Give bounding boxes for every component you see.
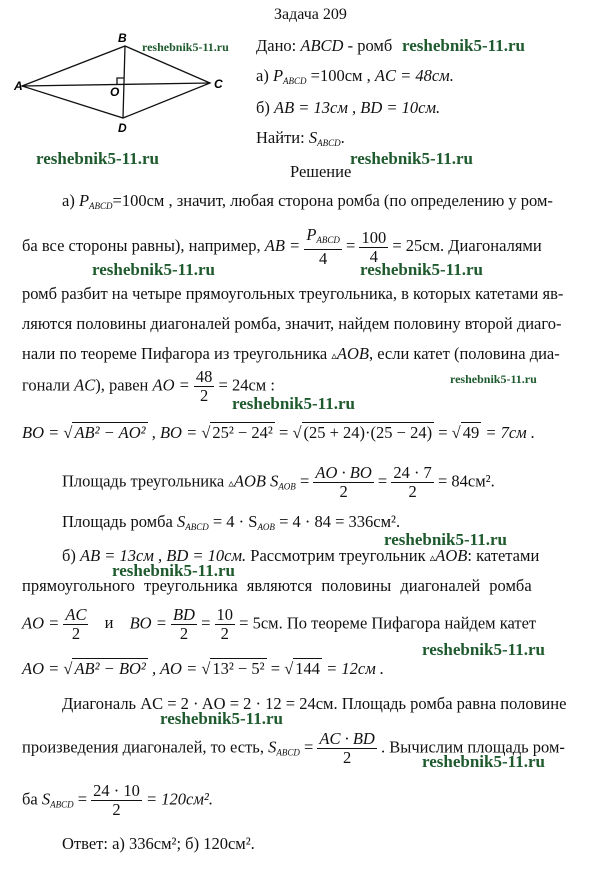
find-sub: ABCD — [317, 138, 341, 148]
vertex-a-label: A — [14, 79, 23, 93]
bo-2-rad: 25² − 24² — [212, 423, 273, 442]
sol-a-perimeter-sub: ABCD — [89, 201, 113, 211]
sol-a-label: а) — [62, 191, 75, 210]
fraction-ao-bo — [313, 464, 373, 501]
watermark: reshebnik5-11.ru — [142, 40, 229, 54]
sol-a-line5-end: , если катет (половина диа- — [368, 344, 560, 363]
answer-line: Ответ: а) 336см²; б) 120см². — [62, 834, 255, 853]
fraction-10-2 — [215, 606, 236, 643]
bo-2: , BO = — [151, 423, 198, 442]
given-shape: ABCD — [300, 36, 344, 55]
frac10-num: 24 · 10 — [93, 781, 140, 800]
frac2-num: 100 — [361, 227, 387, 247]
frac6-den: 2 — [71, 624, 81, 643]
sol-a-line4: ляются половины диагоналей ромба, значит, найдем половину второй диаго- — [22, 314, 562, 333]
vertex-d-label: D — [118, 121, 127, 135]
vertex-b-label: B — [118, 31, 127, 45]
sol-a-tri-area — [62, 464, 495, 501]
frac2-den: 4 — [369, 246, 378, 266]
watermark: reshebnik5-11.ru — [402, 36, 525, 55]
frac5-den: 2 — [408, 482, 417, 501]
sol-a-rhomb-area — [62, 512, 400, 532]
rhomb-area-s: S — [176, 512, 186, 531]
sqrt-sign: √ — [201, 423, 211, 442]
triangle-symbol: ▵ — [228, 477, 234, 490]
sol-b-label: б) — [62, 546, 76, 565]
frac9-den: 2 — [343, 748, 352, 767]
b4-ao1: AO = — [22, 659, 60, 678]
fraction-48-over-2 — [194, 368, 215, 405]
bo-3: = — [279, 423, 289, 442]
bo-5: = 7см . — [485, 423, 535, 442]
rhomb-area-sub2: AOB — [257, 522, 275, 532]
frac3-den: 2 — [200, 386, 209, 405]
frac3-num: 48 — [195, 367, 213, 386]
frac8-den: 2 — [220, 624, 229, 643]
given-line — [256, 36, 392, 56]
given-b-line — [256, 98, 440, 118]
center-o-label: O — [110, 85, 120, 99]
b7-eq: = — [77, 789, 88, 809]
rhomb-area-rhs: = 4 · S — [212, 512, 258, 531]
frac-num-sub: ABCD — [316, 235, 340, 245]
sqrt-sign: √ — [292, 423, 302, 442]
b6-start: произведения диагоналей, то есть, — [22, 737, 264, 757]
frac9-num: AC · BD — [319, 729, 375, 748]
b7-end: = 120см². — [146, 789, 213, 809]
triangle-symbol: ▵ — [429, 552, 436, 564]
watermark: reshebnik5-11.ru — [160, 709, 283, 728]
rhomb-area-end: = 4 · 84 = 336см². — [279, 512, 401, 531]
vertex-c-label: C — [214, 77, 223, 91]
sol-a-line6-end: = 24см : — [218, 375, 275, 395]
b4-ao2: , AO = — [152, 659, 198, 678]
sol-a-line5 — [22, 344, 560, 364]
bo-1-rad: AB² − AO² — [74, 423, 146, 442]
bo-3-rad: (25 + 24)·(25 − 24) — [303, 423, 433, 442]
sol-b-vals: AB = 13см , BD = 10см. — [80, 546, 247, 565]
sol-b-line5: Диагональ AC = 2 · AO = 2 · 12 = 24см. Площадь ромба равна половине — [62, 694, 567, 713]
tri-area-tri: AOB — [233, 471, 266, 491]
sol-b-line3 — [22, 606, 536, 643]
sol-a-line2-end: = 25см. Диагоналями — [392, 235, 542, 255]
frac5-num: 24 · 7 — [393, 463, 432, 482]
given-label: Дано: — [256, 36, 297, 55]
sol-a-bo-line — [22, 422, 535, 443]
sqrt-sign: √ — [63, 659, 73, 678]
b4-end: = 12см . — [326, 659, 384, 678]
watermark: reshebnik5-11.ru — [422, 640, 545, 659]
b4-rad3: 144 — [295, 659, 320, 678]
watermark: reshebnik5-11.ru — [360, 260, 483, 279]
given-shape-desc: - ромб — [347, 36, 393, 55]
rhombus-outline — [22, 46, 210, 118]
given-a-ac: AC = 48см. — [374, 66, 454, 85]
sol-a-line2-start: ба все стороны равны), например, — [22, 235, 261, 255]
given-b-label: б) — [256, 98, 270, 117]
given-a-line — [256, 66, 454, 86]
b6-s: S — [268, 737, 277, 757]
frac4-num: AO · BO — [315, 463, 372, 482]
tri-area-end: = 84см². — [437, 471, 495, 491]
b7-start: ба — [22, 789, 38, 809]
frac7-num: BD — [172, 605, 195, 624]
sqrt-sign: √ — [284, 659, 294, 678]
sol-a-line6-ao: AO = — [152, 375, 190, 395]
find-end: . — [340, 128, 345, 147]
sol-a-line5-start: нали по теореме Пифагора из треугольника — [22, 344, 328, 363]
rhomb-area-label: Площадь ромба — [62, 512, 173, 531]
sol-a-perimeter: P — [78, 191, 90, 210]
sol-a-line6-ac: AC — [74, 375, 96, 395]
frac-den: 4 — [318, 249, 328, 268]
sqrt-sign: √ — [63, 423, 73, 442]
sqrt-sign: √ — [451, 423, 461, 442]
sol-b-line1-end: : катетами — [467, 546, 540, 565]
frac8-num: 10 — [216, 605, 234, 624]
fraction-p-over-4 — [304, 226, 342, 268]
given-a-perimeter-rhs: =100см , — [310, 66, 371, 85]
find-line — [256, 128, 345, 148]
bo-4-rad: 49 — [462, 423, 480, 442]
watermark: reshebnik5-11.ru — [112, 561, 235, 580]
bo-1: BO = — [22, 423, 60, 442]
tri-area-sub: AOB — [278, 481, 296, 492]
solution-heading: Решение — [290, 162, 352, 181]
sol-a-line6-start: гонали — [22, 375, 70, 395]
b3-end: = 5см. По теореме Пифагора найдем катет — [239, 613, 537, 633]
b4-eq: = — [270, 659, 281, 678]
watermark: reshebnik5-11.ru — [92, 260, 215, 279]
frac-num: P — [306, 225, 317, 244]
watermark: reshebnik5-11.ru — [350, 149, 473, 168]
sqrt-sign: √ — [201, 659, 211, 678]
sol-a-ab: AB = — [264, 235, 301, 255]
watermark: reshebnik5-11.ru — [36, 149, 159, 168]
sol-a-line5-tri: AOB — [336, 344, 369, 363]
fraction-24-10 — [91, 782, 142, 819]
given-b-ab: AB = 13см , — [274, 98, 357, 117]
watermark: reshebnik5-11.ru — [232, 394, 355, 413]
given-a-label: а) — [256, 66, 269, 85]
sol-a-line1 — [62, 191, 553, 211]
given-a-perimeter-sub: ABCD — [283, 76, 307, 86]
b3-ao: AO = — [22, 613, 60, 633]
rhomb-area-sub: ABCD — [185, 522, 209, 532]
frac6-num: AC — [65, 605, 87, 624]
triangle-symbol: ▵ — [331, 350, 337, 362]
frac7-den: 2 — [179, 624, 189, 643]
b6-sub: ABCD — [276, 747, 300, 758]
sol-a-line3: ромб разбит на четыре прямоугольных треугольника, в которых катетами яв- — [22, 284, 564, 303]
b6-end: . Вычислим площадь ром- — [380, 737, 565, 757]
find-s: S — [308, 128, 318, 147]
page-title: Задача 209 — [274, 6, 347, 23]
sol-a-line1-text: =100см , значит, любая сторона ромба (по определению у ром- — [112, 191, 553, 210]
b6-eq: = — [303, 737, 314, 757]
fraction-ac-2 — [63, 606, 88, 643]
b3-and: и — [104, 613, 114, 633]
frac4-den: 2 — [339, 482, 348, 501]
find-label: Найти: — [256, 128, 305, 147]
watermark: reshebnik5-11.ru — [450, 372, 537, 386]
sol-b-line7 — [22, 782, 213, 819]
sol-a-eq: = — [346, 235, 356, 255]
sol-b-tri: AOB — [435, 546, 468, 565]
b4-rad2: 13² − 5² — [212, 659, 265, 678]
b4-rad1: AB² − BO² — [74, 659, 146, 678]
tri-area-label: Площадь треугольника — [62, 471, 225, 491]
b7-sub: ABCD — [50, 799, 74, 810]
sol-b-line2: прямоугольного треугольника являются половины диагоналей ромба — [22, 576, 532, 595]
b3-bo: BO = — [129, 613, 167, 633]
b7-s: S — [41, 789, 51, 809]
given-a-perimeter: P — [272, 66, 284, 85]
sol-b-line4 — [22, 658, 384, 679]
fraction-24-7 — [391, 464, 434, 501]
sol-b-text: Рассмотрим треугольник — [250, 546, 426, 565]
sol-a-line6-mid: ), равен — [95, 375, 149, 395]
fraction-bd-2 — [171, 606, 197, 643]
tri-area-eq2: = — [377, 471, 388, 491]
given-b-bd: BD = 10см. — [360, 98, 441, 117]
bo-4: = — [438, 423, 448, 442]
watermark: reshebnik5-11.ru — [384, 530, 507, 549]
tri-area-eq: = — [299, 471, 310, 491]
watermark: reshebnik5-11.ru — [422, 752, 545, 771]
tri-area-s: S — [270, 471, 279, 491]
fraction-ac-bd — [317, 730, 376, 767]
frac10-den: 2 — [112, 800, 121, 819]
b3-eq: = — [201, 613, 211, 633]
